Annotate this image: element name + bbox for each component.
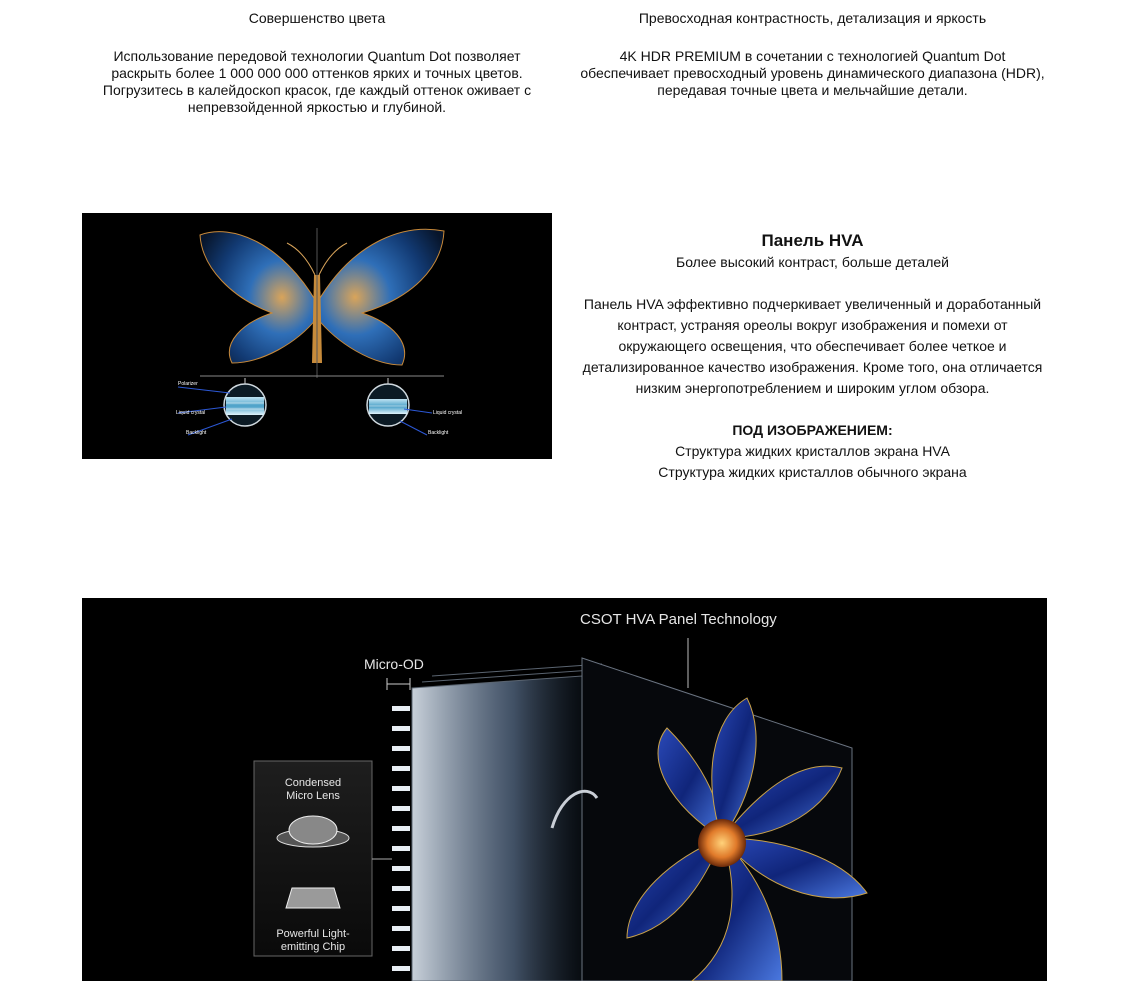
chip-label-2: emitting Chip (280, 941, 346, 953)
label-liquid-crystal-left: Liquid crystal (176, 410, 206, 416)
micro-lens-callout (254, 761, 392, 956)
lens-label-1: Condensed (284, 777, 342, 789)
hva-section (578, 230, 1047, 483)
hva-subtitle: Более высокий контраст, больше деталей (676, 254, 949, 270)
color-body: Использование передовой технологии Quantum Dot позволяет раскрыть более 1 000 000 000 оттенков ярких и точных цветов. Погрузитесь в калейдоскоп красок, где каждый оттенок оживает с непревзойденной яркостью и глубиной. (102, 48, 532, 115)
butterfly-image (82, 213, 552, 459)
standard-crystal-diagram (367, 378, 432, 435)
label-polarizer: Polarizer (178, 381, 198, 387)
hva-title: Панель HVA (761, 231, 864, 250)
contrast-heading: Превосходная контрастность, детализация и яркость (638, 10, 987, 26)
label-backlight-left: Backlight (186, 430, 207, 436)
color-heading: Совершенство цвета (248, 10, 386, 26)
caption-line-1: Структура жидких кристаллов экрана HVA (675, 443, 950, 459)
hero-title: CSOT HVA Panel Technology (580, 611, 777, 628)
contrast-body: 4K HDR PREMIUM в сочетании с технологией Quantum Dot обеспечивает превосходный уровень динамического диапазона (HDR), передавая точные цвета и мельчайшие детали. (580, 48, 1045, 98)
contrast-section (578, 10, 1047, 99)
hva-technology-image (82, 598, 1047, 981)
chip-label-1: Powerful Light- (276, 928, 350, 940)
micro-od-label: Micro-OD (364, 656, 424, 672)
label-backlight-right: Backlight (428, 430, 449, 436)
label-liquid-crystal-right: Liquid crystal (433, 410, 463, 416)
color-section (82, 10, 552, 116)
butterfly-wings (200, 229, 444, 365)
caption-line-2: Структура жидких кристаллов обычного экрана (658, 464, 967, 480)
hva-body: Панель HVA эффективно подчеркивает увеличенный и доработанный контраст, устраняя ореолы вокруг изображения и помехи от окружающего освещения, что обеспечивает более четкое и детализированное качество изображения. Кроме того, она отличается низким энергопотреблением и широким углом обзора. (582, 296, 1043, 396)
led-array (392, 706, 410, 971)
lens-label-2: Micro Lens (286, 790, 340, 802)
caption-heading: ПОД ИЗОБРАЖЕНИЕМ: (732, 422, 893, 438)
